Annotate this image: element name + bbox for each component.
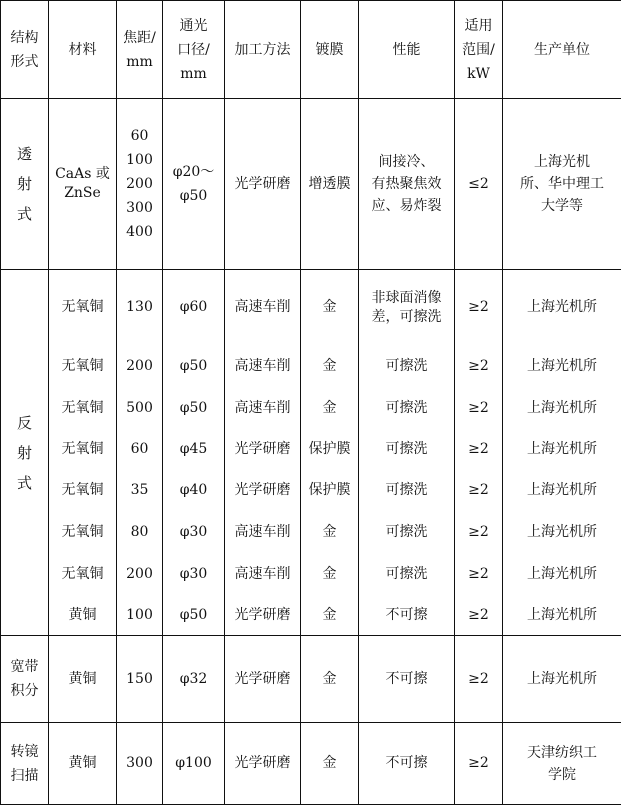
cell-process: 高速车削: [225, 270, 301, 346]
cell-material: 黄铜: [49, 636, 117, 723]
table-row: [1, 554, 621, 596]
cell-material: 黄铜: [49, 723, 117, 805]
cell-range: ≥2: [455, 346, 503, 388]
cell-range: ≤2: [455, 99, 503, 270]
cell-coating: 金: [301, 596, 359, 636]
cell-performance: 间接冷、 有热聚焦效 应、易炸裂: [359, 99, 455, 270]
group-reflective: 反 射 式: [1, 270, 49, 636]
header-range: 适用 范围/ kW: [455, 1, 503, 99]
cell-performance: 可擦洗: [359, 430, 455, 470]
cell-aperture: φ30: [163, 554, 225, 596]
cell-process: 光学研磨: [225, 430, 301, 470]
cell-range: ≥2: [455, 512, 503, 554]
cell-manufacturer: 上海光机所: [503, 346, 621, 388]
header-performance: 性能: [359, 1, 455, 99]
cell-aperture: φ20～ φ50: [163, 99, 225, 270]
cell-performance: 不可擦: [359, 723, 455, 805]
cell-focal: 500: [117, 388, 163, 430]
cell-range: ≥2: [455, 470, 503, 512]
cell-focal: 150: [117, 636, 163, 723]
cell-manufacturer: 上海光机 所、华中理工 大学等: [503, 99, 621, 270]
cell-material: 黄铜: [49, 596, 117, 636]
cell-coating: 保护膜: [301, 470, 359, 512]
cell-focal: 200: [117, 346, 163, 388]
cell-material: 无氧铜: [49, 470, 117, 512]
table-row: [1, 470, 621, 512]
cell-focal: 60: [117, 430, 163, 470]
cell-coating: 增透膜: [301, 99, 359, 270]
cell-material: 无氧铜: [49, 270, 117, 346]
cell-manufacturer: 上海光机所: [503, 430, 621, 470]
cell-focal: 200: [117, 554, 163, 596]
header-process: 加工方法: [225, 1, 301, 99]
cell-process: 光学研磨: [225, 636, 301, 723]
header-coating: 镀膜: [301, 1, 359, 99]
cell-performance: 可擦洗: [359, 554, 455, 596]
cell-performance: 可擦洗: [359, 346, 455, 388]
table-row: [1, 596, 621, 636]
header-manufacturer: 生产单位: [503, 1, 621, 99]
cell-process: 高速车削: [225, 512, 301, 554]
cell-aperture: φ50: [163, 346, 225, 388]
cell-manufacturer: 上海光机所: [503, 596, 621, 636]
cell-focal: 130: [117, 270, 163, 346]
cell-range: ≥2: [455, 270, 503, 346]
cell-process: 高速车削: [225, 388, 301, 430]
cell-performance: 可擦洗: [359, 388, 455, 430]
header-row: [1, 1, 621, 99]
cell-manufacturer: 上海光机所: [503, 636, 621, 723]
cell-coating: 金: [301, 346, 359, 388]
cell-aperture: φ60: [163, 270, 225, 346]
cell-performance: 可擦洗: [359, 470, 455, 512]
cell-process: 光学研磨: [225, 723, 301, 805]
cell-manufacturer: 上海光机所: [503, 554, 621, 596]
cell-manufacturer: 上海光机所: [503, 470, 621, 512]
cell-process: 光学研磨: [225, 99, 301, 270]
cell-manufacturer: 上海光机所: [503, 512, 621, 554]
cell-range: ≥2: [455, 554, 503, 596]
header-aperture: 通光 口径/ mm: [163, 1, 225, 99]
group-broadband: 宽带 积分: [1, 636, 49, 723]
cell-aperture: φ30: [163, 512, 225, 554]
cell-manufacturer: 上海光机所: [503, 270, 621, 346]
cell-range: ≥2: [455, 430, 503, 470]
header-material: 材料: [49, 1, 117, 99]
cell-focal: 60 100 200 300 400: [117, 99, 163, 270]
table-row: [1, 99, 621, 270]
group-scanning: 转镜 扫描: [1, 723, 49, 805]
cell-aperture: φ50: [163, 596, 225, 636]
cell-coating: 金: [301, 388, 359, 430]
cell-process: 高速车削: [225, 554, 301, 596]
cell-material: 无氧铜: [49, 388, 117, 430]
cell-performance: 非球面消像 差，可擦洗: [359, 270, 455, 346]
cell-aperture: φ50: [163, 388, 225, 430]
table-row: [1, 723, 621, 805]
cell-aperture: φ100: [163, 723, 225, 805]
cell-manufacturer: 上海光机所: [503, 388, 621, 430]
cell-material: 无氧铜: [49, 430, 117, 470]
cell-manufacturer: 天津纺织工 学院: [503, 723, 621, 805]
cell-coating: 金: [301, 270, 359, 346]
header-structure: 结构 形式: [1, 1, 49, 99]
table-row: [1, 388, 621, 430]
cell-coating: 金: [301, 554, 359, 596]
cell-process: 光学研磨: [225, 596, 301, 636]
cell-material: 无氧铜: [49, 554, 117, 596]
cell-range: ≥2: [455, 636, 503, 723]
table-row: [1, 270, 621, 346]
cell-aperture: φ40: [163, 470, 225, 512]
cell-focal: 35: [117, 470, 163, 512]
table-row: [1, 512, 621, 554]
cell-coating: 金: [301, 636, 359, 723]
cell-material: CaAs 或 ZnSe: [49, 99, 117, 270]
cell-performance: 不可擦: [359, 596, 455, 636]
cell-process: 光学研磨: [225, 470, 301, 512]
cell-aperture: φ32: [163, 636, 225, 723]
cell-material: 无氧铜: [49, 346, 117, 388]
cell-coating: 金: [301, 723, 359, 805]
cell-aperture: φ45: [163, 430, 225, 470]
cell-range: ≥2: [455, 596, 503, 636]
group-transmissive: 透 射 式: [1, 99, 49, 270]
cell-focal: 100: [117, 596, 163, 636]
cell-focal: 80: [117, 512, 163, 554]
cell-range: ≥2: [455, 388, 503, 430]
cell-material: 无氧铜: [49, 512, 117, 554]
cell-focal: 300: [117, 723, 163, 805]
cell-process: 高速车削: [225, 346, 301, 388]
header-focal-length: 焦距/ mm: [117, 1, 163, 99]
table-row: [1, 346, 621, 388]
cell-performance: 可擦洗: [359, 512, 455, 554]
table-row: [1, 636, 621, 723]
cell-coating: 金: [301, 512, 359, 554]
cell-range: ≥2: [455, 723, 503, 805]
cell-coating: 保护膜: [301, 430, 359, 470]
cell-performance: 不可擦: [359, 636, 455, 723]
table-row: [1, 430, 621, 470]
